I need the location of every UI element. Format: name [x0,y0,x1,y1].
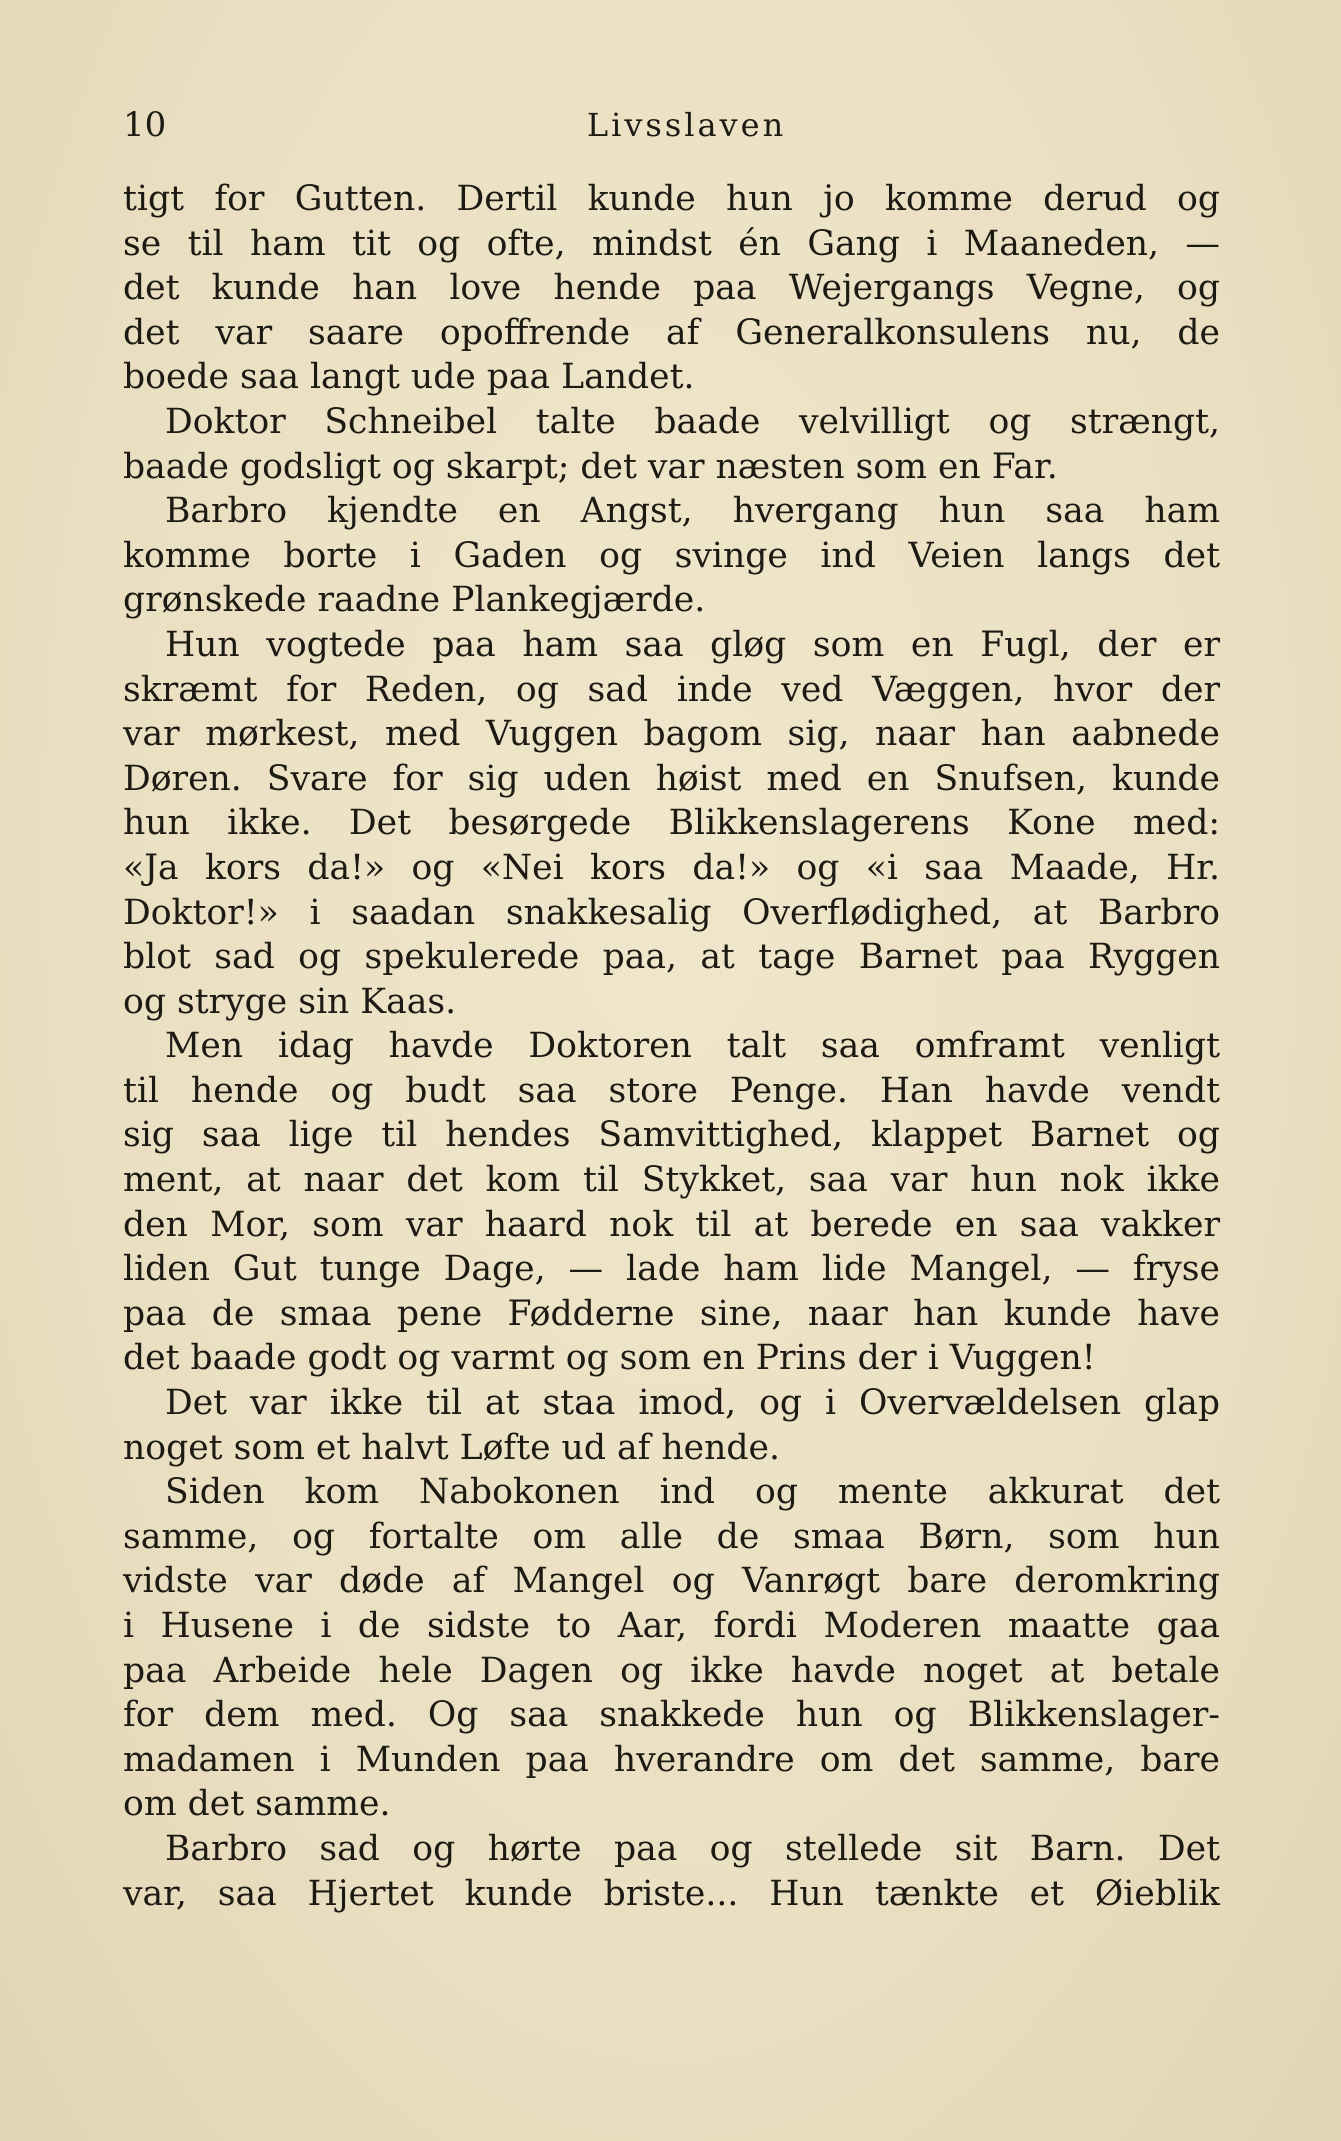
text-line: Barbro sad og hørte paa og stellede sit Barn. Det [165,1828,1220,1869]
text-line: og stryge sin Kaas. [123,981,457,1022]
page-number: 10 [123,105,167,145]
text-line: baade godsligt og skarpt; det var næsten som en Far. [123,446,1058,487]
text-line: Siden kom Nabokonen ind og mente akkurat det [165,1472,1220,1513]
running-title: Livsslaven [586,106,787,144]
page-header [123,100,1220,150]
text-line: Men idag havde Doktoren talt saa omframt venligt [165,1026,1220,1067]
text-line: skræmt for Reden, og sad inde ved Væggen, hvor der [123,669,1220,710]
body-text [123,177,1220,1916]
text-line: hun ikke. Det besørgede Blikkenslagerens Kone med: [123,803,1220,844]
text-line: madamen i Munden paa hverandre om det samme, bare [123,1739,1220,1780]
text-line: til hende og budt saa store Penge. Han havde vendt [123,1070,1220,1111]
text-line: det var saare opoffrende af Generalkonsulens nu, de [123,312,1220,353]
text-line: ment, at naar det kom til Stykket, saa var hun nok ikke [123,1160,1220,1201]
text-line: det kunde han love hende paa Wejergangs Vegne, og [123,268,1220,309]
text-line: var mørkest, med Vuggen bagom sig, naar han aabnede [123,714,1220,755]
text-line: var, saa Hjertet kunde briste... Hun tænkte et Øieblik [123,1873,1220,1914]
text-line: Døren. Svare for sig uden høist med en Snufsen, kunde [123,758,1220,799]
text-line: sig saa lige til hendes Samvittighed, klappet Barnet og [123,1115,1220,1156]
text-line: vidste var døde af Mangel og Vanrøgt bare deromkring [123,1561,1220,1602]
text-line: i Husene i de sidste to Aar, fordi Moderen maatte gaa [123,1606,1220,1646]
text-line: «Ja kors da!» og «Nei kors da!» og «i saa Maade, Hr. [123,847,1220,888]
text-line: grønskede raadne Plankegjærde. [123,580,706,621]
text-line: blot sad og spekulerede paa, at tage Barnet paa Ryggen [123,937,1220,978]
text-line: tigt for Gutten. Dertil kunde hun jo komme derud og [123,179,1220,219]
text-line: se til ham tit og ofte, mindst én Gang i Maaneden, — [123,223,1220,264]
text-line: paa de smaa pene Fødderne sine, naar han kunde have [123,1293,1220,1334]
text-line: den Mor, som var haard nok til at berede en saa vakker [123,1204,1220,1245]
text-line: det baade godt og varmt og som en Prins der i Vuggen! [123,1338,1096,1379]
text-line: boede saa langt ude paa Landet. [123,357,695,398]
text-line: Doktor!» i saadan snakkesalig Overflødighed, at Barbro [123,892,1220,933]
text-line: Doktor Schneibel talte baade velvilligt og strængt, [165,401,1220,442]
text-line: om det samme. [123,1784,391,1825]
text-line: liden Gut tunge Dage, — lade ham lide Mangel, — fryse [123,1249,1220,1290]
text-line: for dem med. Og saa snakkede hun og Blikkenslager- [123,1695,1220,1736]
text-line: komme borte i Gaden og svinge ind Veien langs det [123,535,1220,576]
text-line: Det var ikke til at staa imod, og i Overvældelsen glap [165,1383,1220,1424]
text-line: samme, og fortalte om alle de smaa Børn, som hun [123,1516,1220,1557]
text-line: paa Arbeide hele Dagen og ikke havde noget at betale [123,1650,1220,1691]
text-line: Barbro kjendte en Angst, hvergang hun saa ham [165,491,1220,532]
text-line: noget som et halvt Løfte ud af hende. [123,1427,780,1468]
text-line: Hun vogtede paa ham saa gløg som en Fugl, der er [165,624,1220,665]
